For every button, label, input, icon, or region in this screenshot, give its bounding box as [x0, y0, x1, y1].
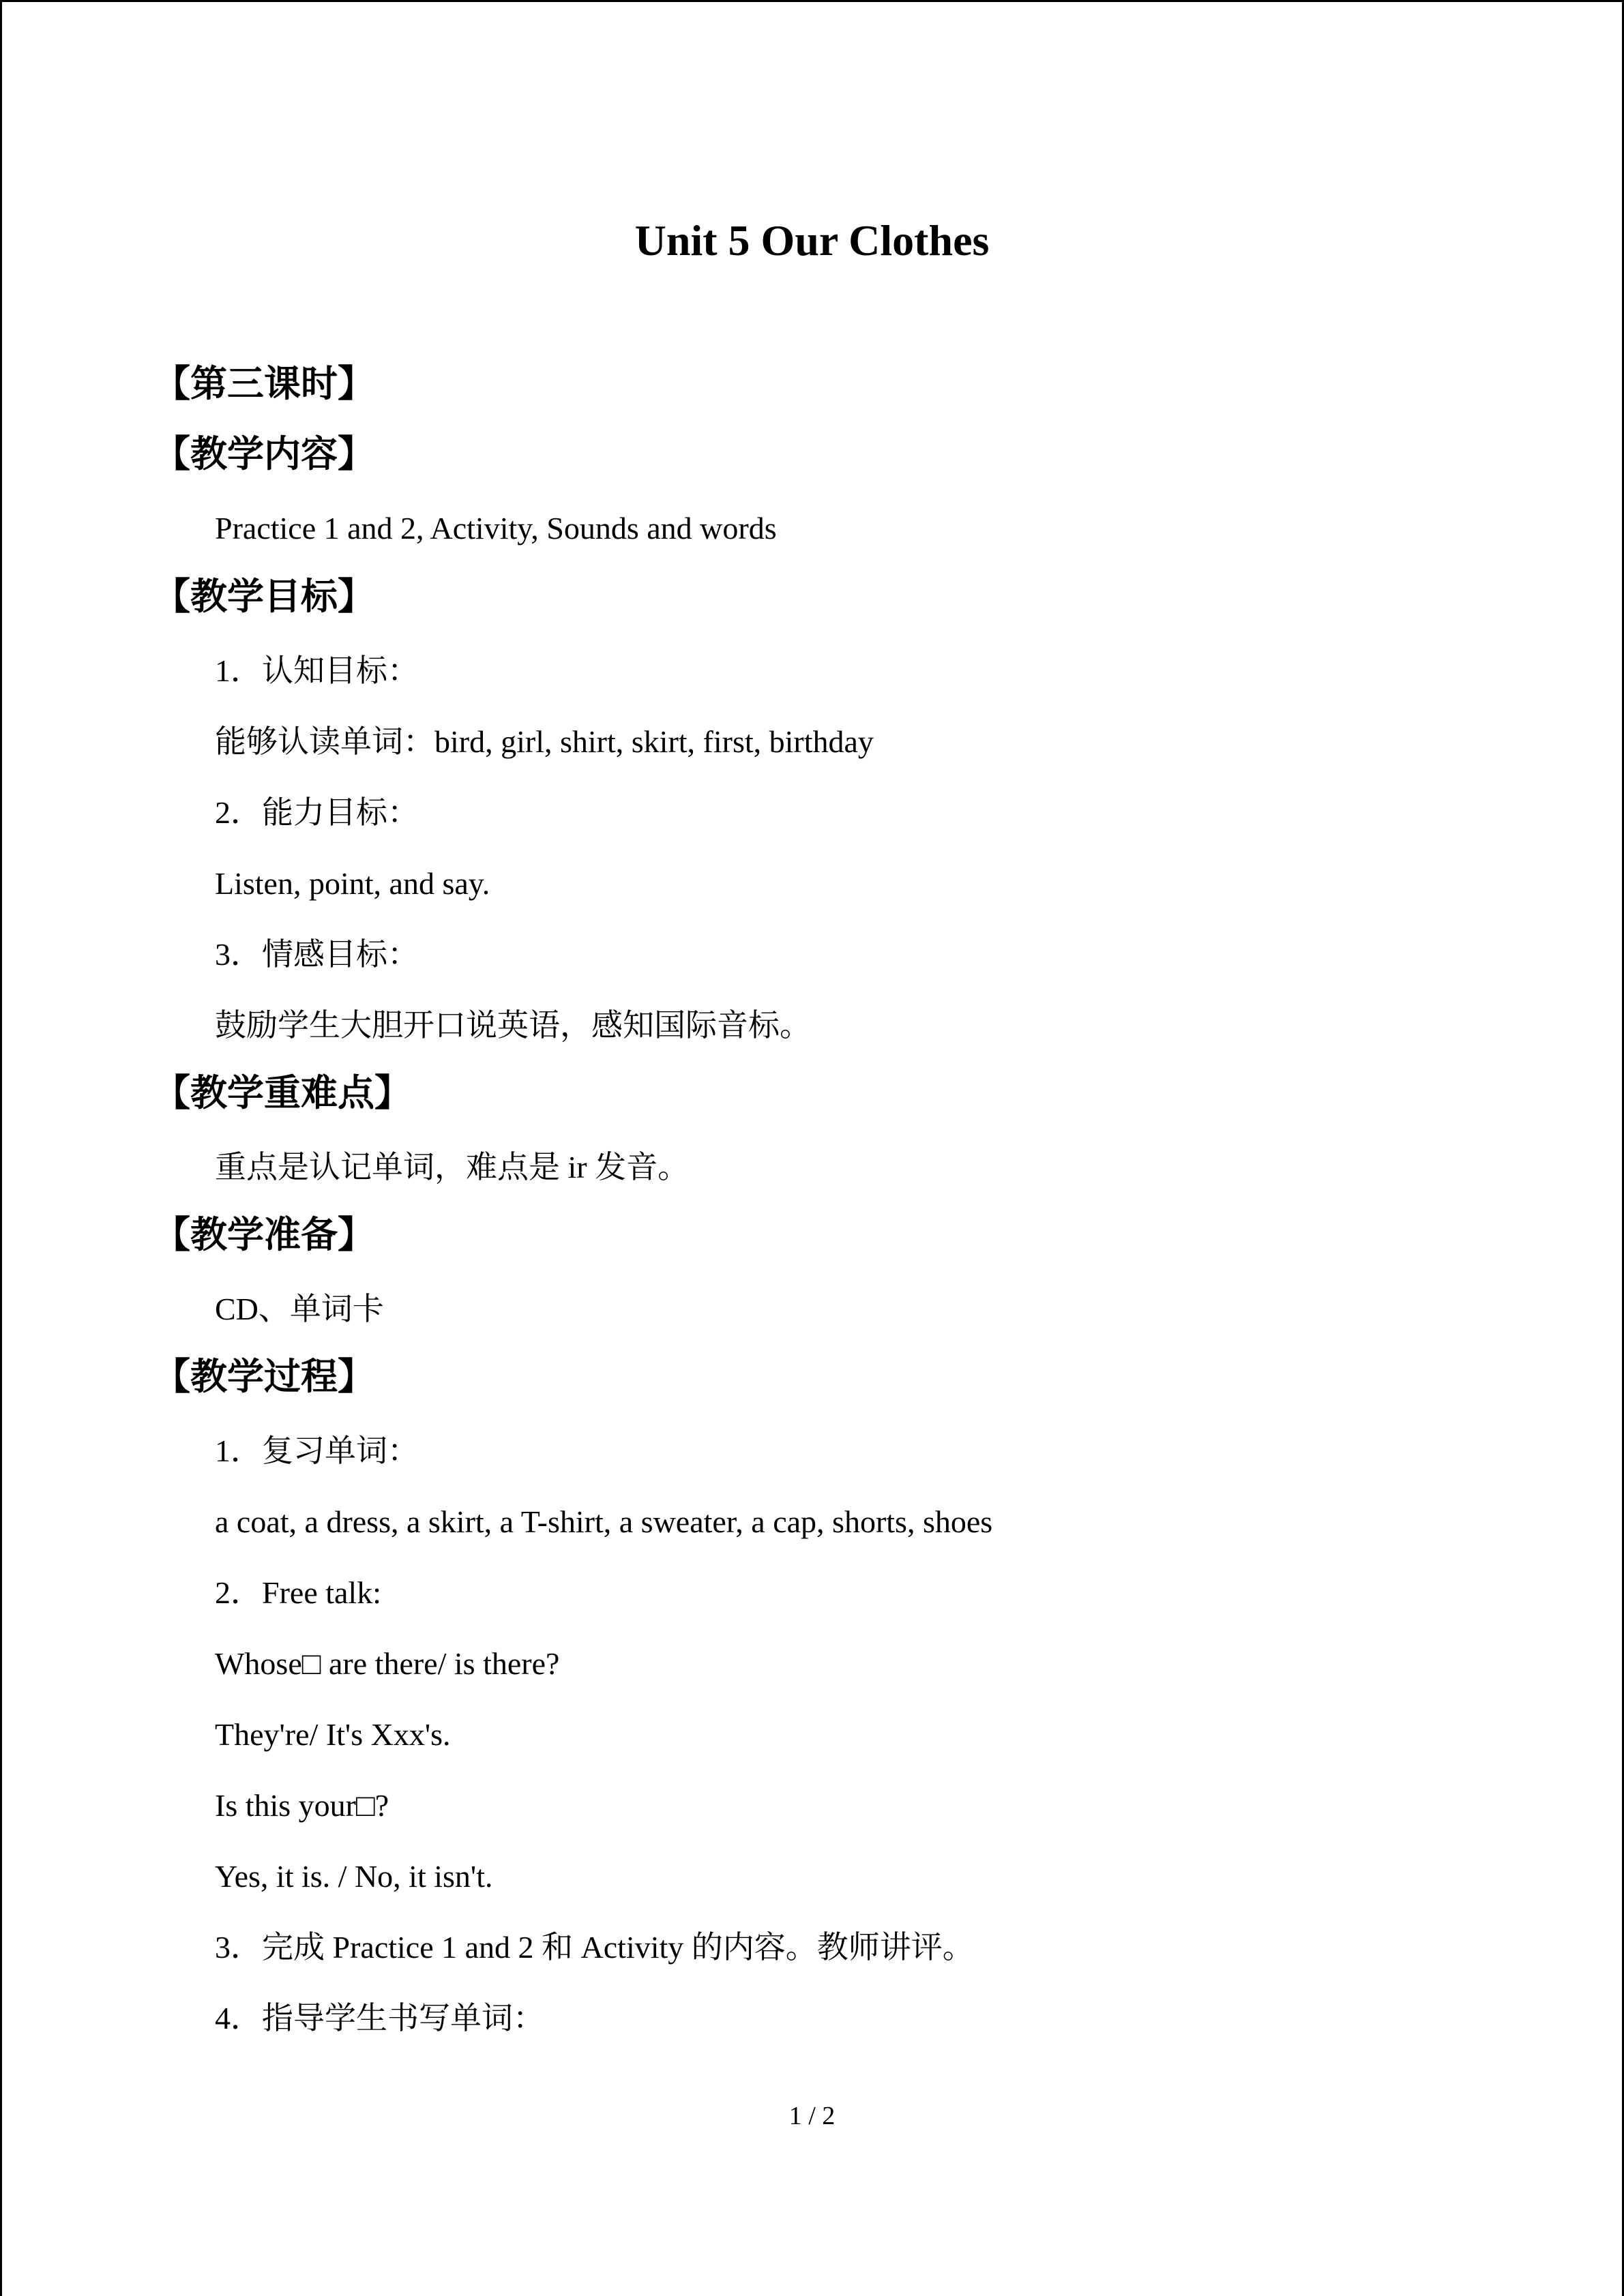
process-step1-label: 1．复习单词： [215, 1433, 419, 1468]
goal-emotion-label: 3．情感目标： [215, 937, 419, 972]
dialogue-line: They're/ It's Xxx's. [215, 1717, 451, 1752]
section-heading-process: 【教学过程】 [153, 1355, 374, 1398]
content-text: Practice 1 and 2, Activity, Sounds and words [215, 511, 777, 546]
section-heading-key-points: 【教学重难点】 [153, 1071, 411, 1114]
section-heading-period: 【第三课时】 [153, 362, 374, 405]
section-heading-goals: 【教学目标】 [153, 575, 374, 618]
goal-emotion-text: 鼓励学生大胆开口说英语，感知国际音标。 [215, 1008, 811, 1043]
goal-cognitive-label: 1．认知目标： [215, 653, 419, 688]
goal-cognitive-text: 能够认读单词：bird, girl, shirt, skirt, first, birthday [215, 724, 874, 759]
preparation-text: CD、单词卡 [215, 1292, 384, 1326]
process-step3: 3．完成 Practice 1 and 2 和 Activity 的内容。教师讲评。 [215, 1930, 974, 1965]
section-heading-preparation: 【教学准备】 [153, 1213, 374, 1256]
process-step2-label: 2．Free talk: [215, 1575, 381, 1610]
document-title: Unit 5 Our Clothes [634, 216, 990, 265]
goal-ability-label: 2．能力目标： [215, 795, 419, 830]
section-heading-content: 【教学内容】 [153, 432, 374, 475]
process-step1-words: a coat, a dress, a skirt, a T-shirt, a sweater, a cap, shorts, shoes [215, 1504, 993, 1539]
dialogue-line: Yes, it is. / No, it isn't. [215, 1859, 493, 1894]
dialogue-line: Whose□ are there/ is there? [215, 1646, 560, 1681]
page-number: 1 / 2 [788, 2102, 836, 2130]
goal-ability-text: Listen, point, and say. [215, 866, 490, 901]
dialogue-line: Is this your□? [215, 1788, 389, 1823]
process-step4: 4．指导学生书写单词： [215, 2001, 544, 2036]
key-points-text: 重点是认记单词，难点是 ir 发音。 [215, 1150, 690, 1184]
